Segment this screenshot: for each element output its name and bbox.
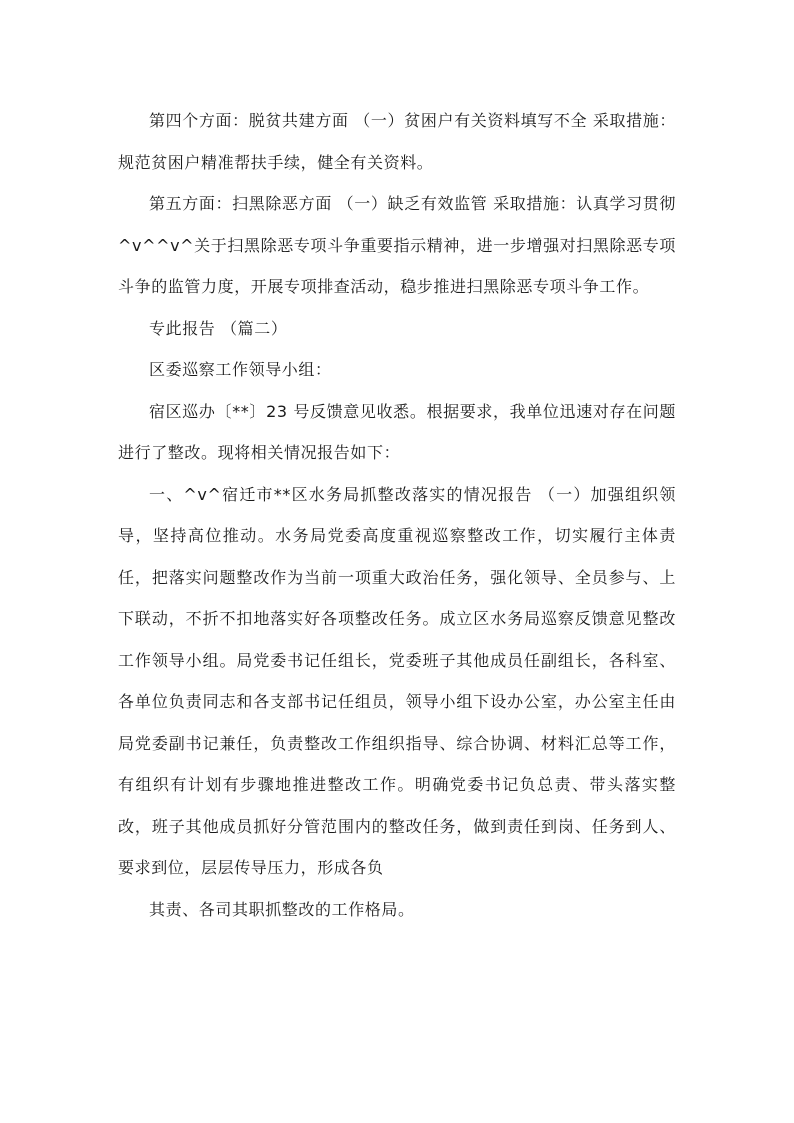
paragraph-anti-crime-measures: 第五方面：扫黑除恶方面 （一）缺乏有效监管 采取措施：认真学习贯彻^v^^v^关于扫黑除恶专项斗争重要指示精神，进一步增强对扫黑除恶专项斗争的监管力度，开展专项排查活动，稳步推进扫黑除恶专项斗争工作。 (118, 194, 676, 296)
paragraph-feedback-received: 宿区巡办〔**〕23 号反馈意见收悉。根据要求，我单位迅速对存在问题进行了整改。现将相关情况报告如下： (118, 401, 676, 462)
paragraph-report-closing: 专此报告 （篇二） (149, 318, 288, 338)
paragraph-addressee: 区委巡察工作领导小组： (149, 360, 332, 379)
paragraph-rectification-report: 一、^v^宿迁市**区水务局抓整改落实的情况报告 （一）加强组织领导，坚持高位推动。水务局党委高度重视巡察整改工作，切实履行主体责任，把落实问题整改作为当前一项重大政治任务，强化领导、全员参与、上下联动，不折不扣地落实好各项整改任务。成立区水务局巡察反馈意见整改工作领导小组。局党委书记任组长，党委班子其他成员任副组长，各科室、各单位负责同志和各支部书记任组员，领导小组下设办公室，办公室主任由局党委副书记兼任，负责整改工作组织指导、综合协调、材料汇总等工作，有组织有计划有步骤地推进整改工作。明确党委书记负总责、带头落实整改，班子其他成员抓好分管范围内的整改任务，做到责任到岗、任务到人、要求到位，层层传导压力，形成各负 (118, 484, 676, 877)
document-body (118, 100, 676, 930)
paragraph-continuation: 其责、各司其职抓整改的工作格局。 (149, 899, 415, 919)
paragraph-poverty-measures: 第四个方面：脱贫共建方面 （一）贫困户有关资料填写不全 采取措施：规范贫困户精准帮扶手续，健全有关资料。 (118, 111, 676, 172)
